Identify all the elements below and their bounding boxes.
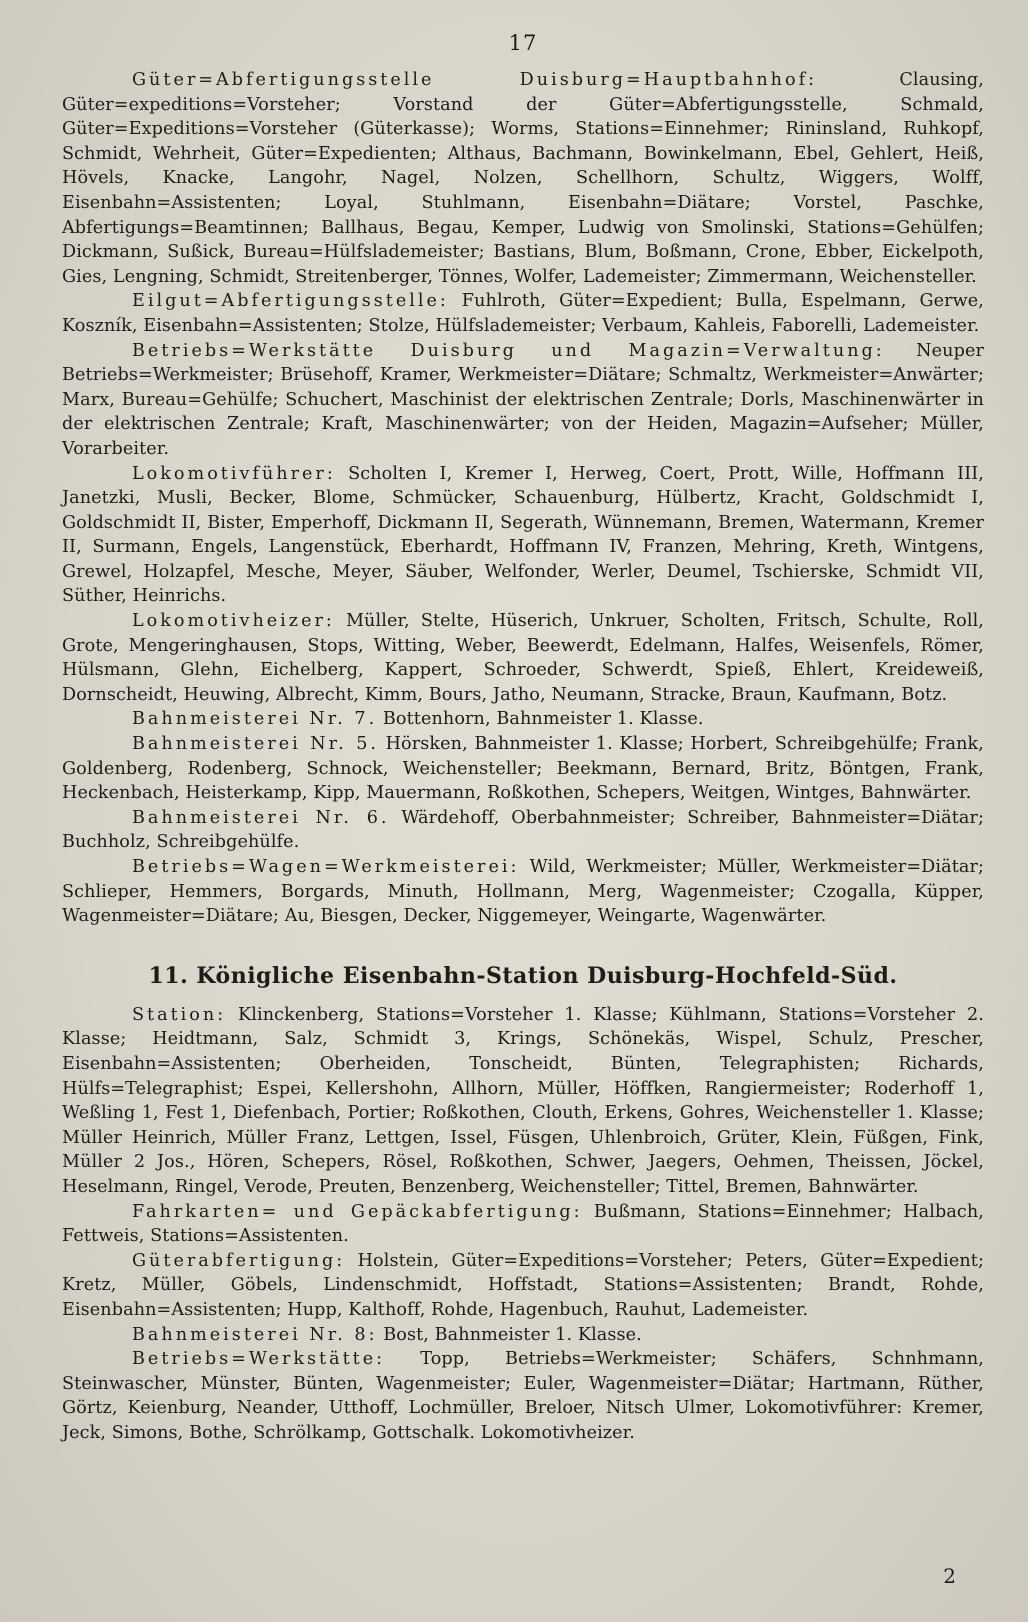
paragraph	[62, 68, 984, 289]
paragraph-lead: Bahnmeisterei Nr. 7.	[132, 709, 378, 730]
section-hochfeld-sued	[62, 1003, 984, 1446]
paragraph-lead: Bahnmeisterei Nr. 6.	[132, 807, 390, 828]
paragraph-text: Bottenhorn, Bahnmeister 1. Klasse.	[377, 709, 704, 730]
paragraph-text: Scholten I, Kremer I, Herweg, Coert, Prott, Wille, Hoffmann III, Janetzki, Musli, Becker, Blome, Schmücker, Schauenburg, Hülbertz, Kracht, Goldschmidt I, Goldschmidt II, Bister, Emperhoff, Dickmann II, Segerath, Wünnemann, Bremen, Watermann, Kremer II, Surmann, Engels, Langenstück, Eberhardt, Hoffmann IV, Franzen, Mehring, Kreth, Wintgens, Grewel, Holzapfel, Mesche, Meyer, Säuber, Welfonder, Werler, Deumel, Tschierske, Schmidt VII, Süther, Heinrichs.	[62, 463, 984, 607]
paragraph-text: Müller, Stelte, Hüserich, Unkruer, Scholten, Fritsch, Schulte, Roll, Grote, Mengeringhausen, Stops, Witting, Weber, Beewerdt, Edelmann, Halfes, Weisenfels, Römer, Hülsmann, Glehn, Eichelberg, Kappert, Schroeder, Schwerdt, Spieß, Ehlert, Kreideweiß, Dornscheidt, Heuwing, Albrecht, Kimm, Bours, Jatho, Neumann, Stracke, Braun, Kaufmann, Botz.	[62, 611, 984, 705]
paragraph-lead: Eilgut=Abfertigungsstelle:	[132, 291, 449, 312]
paragraph-lead: Bahnmeisterei Nr. 8:	[132, 1324, 378, 1345]
paragraph-lead: Lokomotivführer:	[132, 463, 336, 484]
paragraph	[62, 339, 984, 462]
section-heading: 11. Königliche Eisenbahn-Station Duisburg-Hochfeld-Süd.	[148, 962, 898, 989]
paragraph-lead: Betriebs=Werkstätte:	[132, 1349, 386, 1370]
paragraph-lead: Bahnmeisterei Nr. 5.	[132, 734, 380, 755]
paragraph	[62, 707, 984, 732]
paragraph-text: Holstein, Güter=Expeditions=Vorsteher; Peters, Güter=Expedient; Kretz, Müller, Göbels, Lindenschmidt, Hoffstadt, Stations=Assistenten; Brandt, Rohde, Eisenbahn=Assistenten; Hupp, Kalthoff, Rohde, Hagenbuch, Rauhut, Lademeister.	[62, 1250, 984, 1320]
paragraph-text: Wild, Werkmeister; Müller, Werkmeister=Diätar; Schlieper, Hemmers, Borgards, Minuth, Hollmann, Merg, Wagenmeister; Czogalla, Küpper, Wagenmeister=Diätare; Au, Biesgen, Decker, Niggemeyer, Weingarte, Wagenwärter.	[62, 857, 984, 927]
paragraph	[62, 1003, 984, 1200]
paragraph-lead: Station:	[132, 1004, 227, 1025]
paragraph	[62, 855, 984, 929]
paragraph	[62, 289, 984, 338]
paragraph-text: Fuhlroth, Güter=Expedient; Bulla, Espelmann, Gerwe, Koszník, Eisenbahn=Assistenten; Stolze, Hülfslademeister; Verbaum, Kahleis, Faborelli, Lademeister.	[62, 291, 984, 336]
paragraph	[62, 1249, 984, 1323]
signature-mark: 2	[943, 1564, 956, 1588]
paragraph-text: Bußmann, Stations=Einnehmer; Halbach, Fettweis, Stations=Assistenten.	[62, 1201, 984, 1247]
paragraph	[62, 1200, 984, 1249]
paragraph	[62, 732, 984, 806]
paragraph	[62, 609, 984, 707]
paragraph-text: Topp, Betriebs=Werkmeister; Schäfers, Schnhmann, Steinwascher, Münster, Bünten, Wagenmeister; Euler, Wagenmeister=Diätar; Hartmann, Rüther, Görtz, Keienburg, Neander, Utthoff, Lochmüller, Breloer, Nitsch Ulmer, Lokomotivführer: Kremer, Jeck, Simons, Bothe, Schrölkamp, Gottschalk. Lokomotivheizer.	[62, 1349, 984, 1443]
page-number: 17	[508, 31, 538, 55]
paragraph-lead: Güter=Abfertigungsstelle Duisburg=Hauptbahnhof:	[132, 70, 818, 90]
paragraph-lead: Fahrkarten= und Gepäckabfertigung:	[132, 1201, 583, 1222]
paragraph	[62, 1323, 984, 1348]
paragraph-text: Bost, Bahnmeister 1. Klasse.	[377, 1324, 642, 1345]
paragraph	[62, 806, 984, 855]
paragraph-text: Clausing, Güter=expeditions=Vorsteher; Vorstand der Güter=Abfertigungsstelle, Schmald, Güter=Expeditions=Vorsteher (Güterkasse); Worms, Stations=Einnehmer; Rininsland, Ruhkopf, Schmidt, Wehrheit, Güter=Expedienten; Althaus, Bachmann, Bowinkelmann, Ebel, Gehlert, Heiß, Hövels, Knacke, Langohr, Nagel, Nolzen, Schellhorn, Schultz, Wiggers, Wolff, Eisenbahn=Assistenten; Loyal, Stuhlmann, Eisenbahn=Diätare; Vorstel, Paschke, Abfertigungs=Beamtinnen; Ballhaus, Begau, Kemper, Ludwig von Smolinski, Stations=Gehülfen; Dickmann, Sußick, Bureau=Hülfslademeister; Bastians, Blum, Boßmann, Crone, Ebber, Eickelpoth, Gies, Lengning, Schmidt, Streitenberger, Tönnes, Wolfer, Lademeister; Zimmermann, Weichensteller.	[62, 70, 984, 287]
paragraph-lead: Lokomotivheizer:	[132, 611, 335, 632]
paragraph-text: Klinckenberg, Stations=Vorsteher 1. Klasse; Kühlmann, Stations=Vorsteher 2. Klasse; Heidtmann, Salz, Schmidt 3, Krings, Schönekäs, Wispel, Schulz, Prescher, Eisenbahn=Assistenten; Oberheiden, Tonscheidt, Bünten, Telegraphisten; Richards, Hülfs=Telegraphist; Espei, Kellershohn, Allhorn, Müller, Höffken, Rangiermeister; Roderhoff 1, Weßling 1, Fest 1, Diefenbach, Portier; Roßkothen, Clouth, Erkens, Gohres, Weichensteller 1. Klasse; Müller Heinrich, Müller Franz, Lettgen, Issel, Füsgen, Uhlenbroich, Grüter, Klein, Füßgen, Fink, Müller 2 Jos., Hören, Schepers, Rösel, Roßkothen, Schwer, Jaegers, Oehmen, Theissen, Jöckel, Heselmann, Ringel, Verode, Preuten, Benzenberg, Weichensteller; Tittel, Bremen, Bahnwärter.	[62, 1004, 984, 1197]
paragraph-text: Wärdehoff, Oberbahnmeister; Schreiber, Bahnmeister=Diätar; Buchholz, Schreibgehülfe.	[62, 807, 984, 853]
section-duisburg-hauptbahnhof	[62, 68, 984, 929]
paragraph-text: Neuper Betriebs=Werkmeister; Brüsehoff, Kramer, Werkmeister=Diätare; Schmaltz, Werkmeister=Anwärter; Marx, Bureau=Gehülfe; Schuchert, Maschinist der elektrischen Zentrale; Dorls, Maschinenwärter in der elektrischen Zentrale; Kraft, Maschinenwärter; von der Heiden, Magazin=Aufseher; Müller, Vorarbeiter.	[62, 340, 985, 459]
paragraph	[62, 1347, 984, 1445]
paragraph-text: Hörsken, Bahnmeister 1. Klasse; Horbert, Schreibgehülfe; Frank, Goldenberg, Rodenberg, Schnock, Weichensteller; Beekmann, Bernard, Britz, Böntgen, Frank, Heckenbach, Heisterkamp, Kipp, Mauermann, Roßkothen, Schepers, Weitgen, Wintges, Bahnwärter.	[62, 734, 984, 804]
paragraph-lead: Betriebs=Werkstätte Duisburg und Magazin=Verwaltung:	[132, 340, 885, 361]
paragraph-lead: Güterabfertigung:	[132, 1250, 346, 1271]
paragraph-lead: Betriebs=Wagen=Werkmeisterei:	[132, 857, 520, 877]
paragraph	[62, 462, 984, 610]
